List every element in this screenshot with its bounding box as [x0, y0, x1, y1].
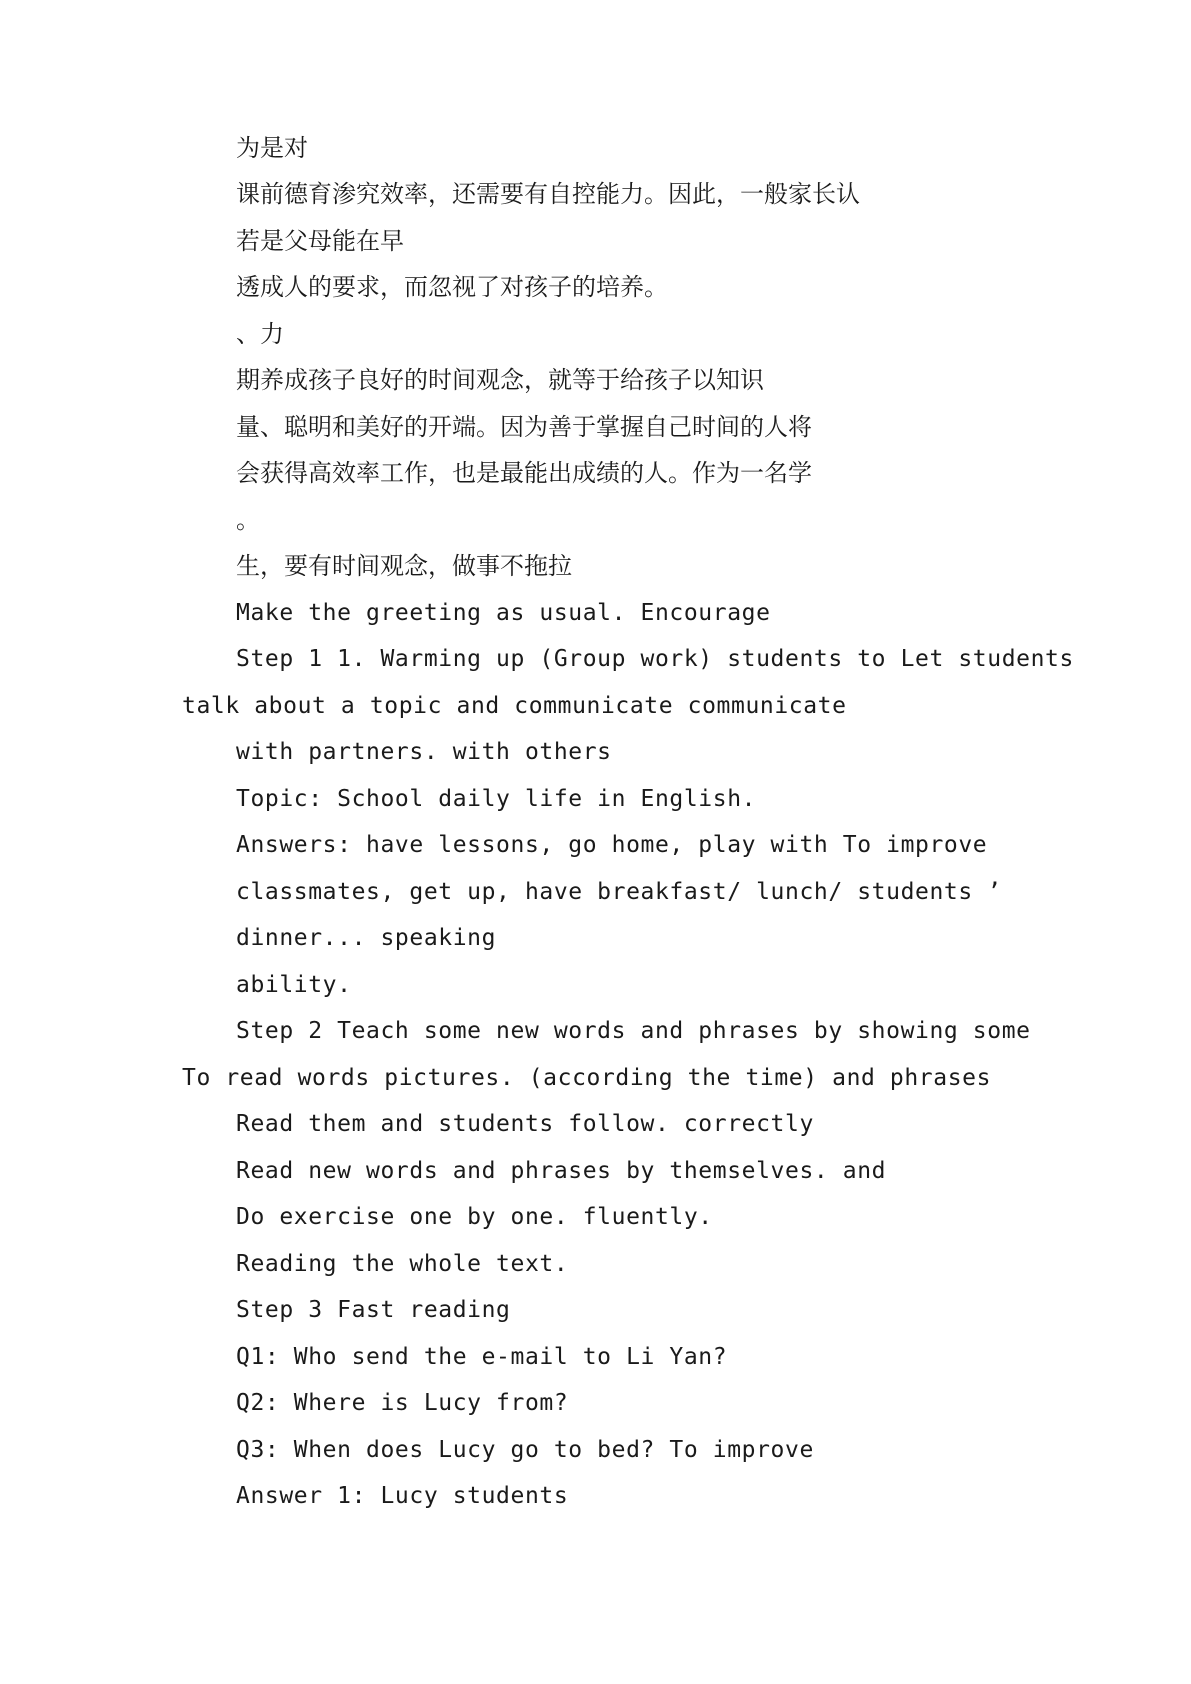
text-line: Step 1 1. Warming up (Group work) students to Let students	[236, 646, 1074, 672]
text-line: 量、聪明和美好的开端。因为善于掌握自己时间的人将	[236, 413, 812, 441]
text-line: dinner... speaking	[236, 925, 497, 951]
text-line: To read words pictures. (according the time) and phrases	[182, 1065, 992, 1091]
text-line: talk about a topic and communicate communicate	[182, 693, 847, 719]
text-line: 若是父母能在早	[236, 227, 404, 255]
text-line: 、力	[236, 320, 284, 348]
text-line: 课前德育渗究效率，还需要有自控能力。因此，一般家长认	[236, 180, 860, 208]
text-line: Answer 1: Lucy students	[236, 1483, 569, 1509]
text-line: Read them and students follow. correctly	[236, 1111, 814, 1137]
text-line: Q2: Where is Lucy from?	[236, 1390, 569, 1416]
text-line: Q3: When does Lucy go to bed? To improve	[236, 1437, 814, 1463]
text-line: Step 3 Fast reading	[236, 1297, 511, 1323]
text-line: 为是对	[236, 134, 308, 162]
text-line: Read new words and phrases by themselves. and	[236, 1158, 887, 1184]
text-line: Topic: School daily life in English.	[236, 786, 757, 812]
text-line: Do exercise one by one. fluently.	[236, 1204, 713, 1230]
text-line: 透成人的要求，而忽视了对孩子的培养。	[236, 273, 668, 301]
text-line: 期养成孩子良好的时间观念，就等于给孩子以知识	[236, 366, 764, 394]
text-line: Make the greeting as usual. Encourage	[236, 600, 771, 626]
text-line: 。	[236, 506, 260, 534]
text-line: 生，要有时间观念，做事不拖拉	[236, 552, 572, 580]
text-line: Step 2 Teach some new words and phrases by showing some	[236, 1018, 1031, 1044]
text-line: ability.	[236, 972, 352, 998]
text-line: Reading the whole text.	[236, 1251, 569, 1277]
text-line: Answers: have lessons, go home, play with To improve	[236, 832, 988, 858]
text-line: Q1: Who send the e-mail to Li Yan?	[236, 1344, 728, 1370]
text-line: with partners. with others	[236, 739, 612, 765]
text-line: classmates, get up, have breakfast/ lunch/ students ’	[236, 879, 1002, 905]
text-line: 会获得高效率工作，也是最能出成绩的人。作为一名学	[236, 459, 812, 487]
